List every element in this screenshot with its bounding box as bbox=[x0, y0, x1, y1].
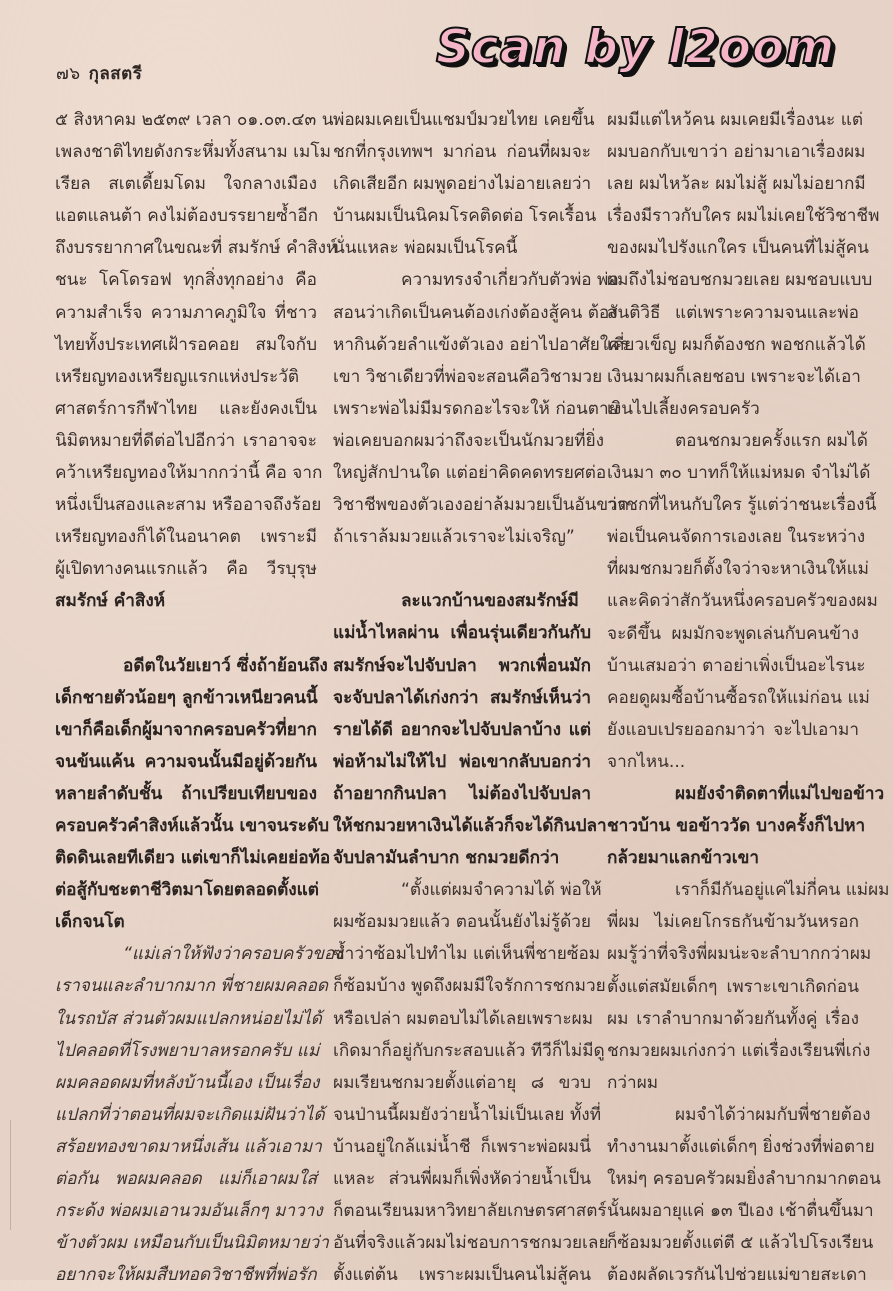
text-line: จนป่านนี้ผมยังว่ายน้ำไม่เป็นเลย ทั้งที่ bbox=[333, 1104, 602, 1125]
article-column-1 bbox=[55, 104, 343, 1291]
text-line: ๕ สิงหาคม ๒๕๓๙ เวลา ๐๑.๐๓.๔๓ น. bbox=[55, 110, 339, 130]
text-line: ตั้งแต่สมัยเด็กๆ เพราะเขาเกิดก่อน bbox=[607, 976, 859, 997]
text-line: ก็ซ้อมมวยตั้งแต่ตี ๕ แล้วไปโรงเรียน bbox=[607, 1233, 874, 1254]
text-line: ผู้เปิดทางคนแรกแล้ว คือ วีรบุรุษ bbox=[55, 559, 317, 580]
text-line: เงินมา ๓๐ บาทก็ให้แม่หมด จำไม่ได้ bbox=[607, 463, 871, 484]
text-line: จับปลามันลำบาก ชกมวยดีกว่า bbox=[333, 848, 560, 869]
text-line: เกิดมาก็อยู่กับกระสอบแล้ว ทีวีก็ไม่มีดู bbox=[333, 1040, 605, 1061]
text-line: บ้านผมเป็นนิคมโรคติดต่อ โรคเรื้อน bbox=[333, 206, 597, 227]
text-line: จะจับปลาได้เก่งกว่า สมรักษ์เห็นว่า bbox=[333, 687, 591, 708]
text-line: ผม เราลำบากมาด้วยกันทั้งคู่ เรื่อง bbox=[607, 1008, 859, 1029]
text-line: แม่น้ำไหลผ่าน เพื่อนรุ่นเดียวกันกับ bbox=[333, 623, 591, 644]
text-line: จนข้นแค้น ความจนนั้นมีอยู่ด้วยกัน bbox=[55, 751, 317, 772]
paragraph-quote-training bbox=[333, 874, 609, 1291]
text-line: อยากจะให้ผมสืบทอดวิชาชีพที่พ่อรัก bbox=[55, 1265, 317, 1286]
text-line: ให้ชกมวยหาเงินได้แล้วก็จะได้กินปลา bbox=[333, 815, 607, 836]
paragraph-father-memory bbox=[333, 264, 629, 553]
paragraph-olympic-victory bbox=[55, 104, 339, 618]
text-line: เราจนและลำบากมาก พี่ชายผมคลอด bbox=[55, 976, 329, 997]
text-line: และคิดว่าสักวันหนึ่งครอบครัวของผม bbox=[607, 591, 878, 612]
text-line: ผมยังจำติดตาที่แม่ไปขอข้าว bbox=[675, 783, 885, 804]
text-line: ก็ซ้อมบ้าง พูดถึงผมมีใจรักการชกมวย bbox=[333, 976, 606, 997]
text-line: กว่าผม bbox=[607, 1072, 659, 1093]
text-line: ชกที่กรุงเทพฯ มาก่อน ก่อนที่ผมจะ bbox=[333, 142, 591, 163]
running-head bbox=[56, 60, 142, 87]
text-line: ผมรู้ว่าที่จริงพี่ผมน่ะจะลำบากกว่าผม bbox=[607, 944, 872, 965]
text-line: เด็กชายตัวน้อยๆ ลูกข้าวเหนียวคนนี้ bbox=[55, 687, 318, 708]
text-line: ไทยทั้งประเทศเฝ้ารอคอย สมใจกับ bbox=[55, 334, 317, 355]
text-line: ครอบครัวคำสิงห์แล้วนั้น เขาจนระดับ bbox=[55, 815, 330, 836]
text-line: นิมิตหมายที่ดีต่อไปอีกว่า เราอาจจะ bbox=[55, 430, 317, 451]
page-header bbox=[0, 0, 893, 100]
text-line: รายได้ดี อยากจะไปจับปลาบ้าง แต่ bbox=[333, 719, 591, 740]
paragraph-peaceful bbox=[607, 104, 880, 425]
text-line: จะดีขึ้น ผมมักจะพูดเล่นกับคนข้าง bbox=[607, 623, 859, 644]
text-line: เหรียญทองเหรียญแรกแห่งประวัติ bbox=[55, 366, 300, 387]
text-line: สร้อยทองขาดมาหนึ่งเส้น แล้วเอามา bbox=[55, 1136, 322, 1157]
text-line: “ตั้งแต่ผมจำความได้ พ่อให้ bbox=[401, 880, 602, 901]
text-line: แหละ ส่วนพี่ผมก็เพิ่งหัดว่ายน้ำเป็น bbox=[333, 1169, 591, 1189]
text-line: แปลกที่ว่าตอนที่ผมจะเกิดแม่ฝันว่าได้ bbox=[55, 1104, 325, 1125]
text-line: พ่อผมเคยเป็นแชมป์มวยไทย เคยขึ้น bbox=[333, 110, 595, 130]
text-line: นั่นแหละ พ่อผมเป็นโรคนี้ bbox=[333, 238, 518, 259]
paragraph-mother-rice bbox=[607, 778, 885, 874]
text-line: ใหญ่สักปานใด แต่อย่าคิดคดทรยศต่อ bbox=[333, 463, 607, 484]
page-number: ๗๖ bbox=[56, 64, 81, 84]
text-line: เพราะพ่อไม่มีมรดกอะไรจะให้ ก่อนตาย bbox=[333, 398, 619, 419]
text-line: พ่อเป็นคนจัดการเองเลย ในระหว่าง bbox=[607, 527, 866, 548]
text-line: วิชาชีพของตัวเองอย่าล้มมวยเป็นอันขาด bbox=[333, 495, 629, 516]
text-line: ศาสตร์การกีฬาไทย และยังคงเป็น bbox=[55, 398, 317, 419]
text-line: บ้านอยู่ใกล้แม่น้ำชี ก็เพราะพ่อผมนี่ bbox=[333, 1136, 591, 1157]
text-line: เพลงชาติไทยดังกระหึ่มทั้งสนาม เมโม bbox=[55, 142, 331, 163]
text-line: ต่อกัน พอผมคลอด แม่ก็เอาผมใส่ bbox=[55, 1169, 317, 1189]
scan-edge-mark bbox=[10, 1120, 11, 1230]
text-line: ผมถึงไม่ชอบชกมวยเลย ผมชอบแบบ bbox=[607, 270, 873, 291]
text-line: ต่อสู้กับชะตาชีวิตมาโดยตลอดตั้งแต่ bbox=[55, 880, 319, 901]
text-line: เลย ผมไหว้ละ ผมไม่สู้ ผมไม่อยากมี bbox=[607, 174, 866, 195]
paragraph-childhood-intro bbox=[55, 650, 331, 939]
text-line: เรียล สเตเดี้ยมโดม ใจกลางเมือง bbox=[55, 174, 317, 195]
paragraph-working-young bbox=[607, 1099, 881, 1291]
text-line: ซ้ำว่าซ้อมไปทำไม แต่เห็นพี่ชายซ้อม bbox=[333, 944, 601, 965]
text-line: สันติวิธี แต่เพราะความจนและพ่อ bbox=[607, 302, 859, 323]
text-line: เกิดเสียอีก ผมพูดอย่างไม่อายเลยว่า bbox=[333, 174, 592, 195]
text-line: คอยดูผมซื้อบ้านซื้อรถให้แม่ก่อน แม่ bbox=[607, 687, 870, 708]
scan-watermark: Scan by l2oom bbox=[436, 20, 836, 75]
text-line: นั้นผมอายุแค่ ๑๓ ปีเอง เช้าตื่นขึ้นมา bbox=[607, 1201, 874, 1222]
text-line: หนึ่งเป็นสองและสาม หรืออาจถึงร้อย bbox=[55, 495, 322, 516]
paragraph-siblings bbox=[607, 874, 890, 1099]
paragraph-gap bbox=[333, 553, 591, 585]
text-line: ทำงานมาตั้งแต่เด็กๆ ยิ่งช่วงที่พ่อตาย bbox=[607, 1137, 875, 1157]
text-line: ชาวบ้าน ขอข้าววัด บางครั้งก็ไปหา bbox=[607, 816, 866, 837]
text-line: เรื่องมีราวกับใคร ผมไม่เคยใช้วิชาชีพ bbox=[607, 206, 880, 227]
paragraph-father-champion bbox=[333, 104, 597, 264]
text-line: ผมเรียนชกมวยตั้งแต่อายุ ๘ ขวบ bbox=[333, 1072, 591, 1093]
paragraph-gap bbox=[55, 618, 317, 650]
text-line: พี่ผม ไม่เคยโกรธกันข้ามวันหรอก bbox=[607, 912, 859, 933]
text-line: จากไหน... bbox=[607, 751, 686, 772]
text-line: ว่าชกที่ไหนกับใคร รู้แต่ว่าชนะเรื่องนี้ bbox=[607, 495, 877, 516]
text-line: ผมซ้อมมวยแล้ว ตอนนั้นยังไม่รู้ด้วย bbox=[333, 912, 591, 933]
text-line: เงินมาผมก็เลยชอบ เพราะจะได้เอา bbox=[607, 366, 861, 387]
text-line: ข้างตัวผม เหมือนกับเป็นนิมิตหมายว่า bbox=[55, 1233, 329, 1254]
text-line: ไปคลอดที่โรงพยาบาลหรอกครับ แม่ bbox=[55, 1040, 320, 1061]
text-line: อันที่จริงแล้วผมไม่ชอบการชกมวยเลย bbox=[333, 1233, 609, 1254]
text-line: “แม่เล่าให้ฟังว่าครอบครัวของ bbox=[123, 944, 343, 965]
text-line: คว้าเหรียญทองให้มากกว่านี้ คือ จาก bbox=[55, 463, 323, 484]
magazine-name: กุลสตรี bbox=[88, 64, 143, 84]
text-line: เด็กจนโต bbox=[55, 912, 125, 933]
text-line: กระด้ง พ่อผมเอานวมอันเล็กๆ มาวาง bbox=[55, 1201, 323, 1222]
text-line: ตั้งแต่ต้น เพราะผมเป็นคนไม่สู้คน bbox=[333, 1265, 591, 1286]
text-line: ต้องผลัดเวรกันไปช่วยแม่ขายสะเดา bbox=[607, 1265, 867, 1286]
text-line: ในรถบัส ส่วนตัวผมแปลกหน่อยไม่ได้ bbox=[55, 1008, 322, 1029]
text-line: สมรักษ์จะไปจับปลา พวกเพื่อนมัก bbox=[333, 655, 591, 676]
text-line: อดีตในวัยเยาว์ ซึ่งถ้าย้อนถึง bbox=[123, 655, 328, 676]
text-line: ถึงบรรยากาศในขณะที่ สมรักษ์ คำสิงห์ bbox=[55, 238, 338, 259]
text-line: ความทรงจำเกี่ยวกับตัวพ่อ พ่อ bbox=[401, 270, 619, 291]
text-line: ของผมไปรังแกใคร เป็นคนที่ไม่สู้คน bbox=[607, 238, 869, 259]
text-line: บ้านเสมอว่า ตาอย่าเพิ่งเป็นอะไรนะ bbox=[607, 655, 866, 676]
paragraph-fishing bbox=[333, 585, 607, 874]
text-line: ผมบอกกับเขาว่า อย่ามาเอาเรื่องผม bbox=[607, 142, 866, 163]
text-line: ผมมีแต่ไหว้คน ผมเคยมีเรื่องนะ แต่ bbox=[607, 110, 863, 130]
text-line: ชนะ โคโดรอฟ ทุกสิ่งทุกอย่าง คือ bbox=[55, 270, 317, 291]
text-line: เราก็มีกันอยู่แค่ไม่กี่คน แม่ผม bbox=[675, 880, 890, 901]
text-line: สอนว่าเกิดเป็นคนต้องเก่งต้องสู้คน ต้อง bbox=[333, 302, 618, 323]
text-line: ตอนชกมวยครั้งแรก ผมได้ bbox=[675, 430, 868, 451]
text-line: เคี่ยวเข็ญ ผมก็ต้องชก พอชกแล้วได้ bbox=[607, 334, 866, 355]
text-line: หากินด้วยลำแข้งตัวเอง อย่าไปอาศัยใคร bbox=[333, 334, 629, 355]
text-line: ติดดินเลยทีเดียว แต่เขาก็ไม่เคยย่อท้อ bbox=[55, 848, 331, 869]
text-line: ถ้าอยากกินปลา ไม่ต้องไปจับปลา bbox=[333, 783, 591, 804]
paragraph-first-fight bbox=[607, 425, 878, 778]
text-line: ชกมวยผมเก่งกว่า แต่เรื่องเรียนพี่เก่ง bbox=[607, 1040, 871, 1061]
article-column-2 bbox=[333, 104, 629, 1291]
text-line: ผมคลอดผมที่หลังบ้านนี้เอง เป็นเรื่อง bbox=[55, 1072, 320, 1093]
text-line: หลายลำดับชั้น ถ้าเปรียบเทียบของ bbox=[55, 783, 317, 804]
text-line: เหรียญทองก็ได้ในอนาคต เพราะมี bbox=[55, 527, 317, 548]
text-line: พ่อห้ามไม่ให้ไป พ่อเขากลับบอกว่า bbox=[333, 751, 591, 772]
text-line: หรือเปล่า ผมตอบไม่ได้เลยเพราะผม bbox=[333, 1008, 594, 1029]
text-line: ใหม่ๆ ครอบครัวผมยิ่งลำบากมากตอน bbox=[607, 1169, 881, 1190]
text-line: ที่ผมชกมวยก็ตั้งใจว่าจะหาเงินให้แม่ bbox=[607, 559, 870, 580]
text-line: ละแวกบ้านของสมรักษ์มี bbox=[401, 591, 579, 612]
text-line: ผมจำได้ว่าผมกับพี่ชายต้อง bbox=[675, 1104, 871, 1125]
text-line: เขา วิชาเดียวที่พ่อจะสอนคือวิชามวย bbox=[333, 366, 603, 387]
text-line: ก็ตอนเรียนมหาวิทยาลัยเกษตรศาสตร์ bbox=[333, 1201, 607, 1222]
text-line: แอตแลนต้า คงไม่ต้องบรรยายซ้ำอีก bbox=[55, 206, 319, 227]
text-line: เงินไปเลี้ยงครอบครัว bbox=[607, 398, 760, 419]
text-line: เขาก็คือเด็กผู้มาจากครอบครัวที่ยาก bbox=[55, 719, 317, 740]
article-column-3 bbox=[607, 104, 890, 1291]
text-line-hero-name: สมรักษ์ คำสิงห์ bbox=[55, 591, 166, 612]
text-line: กล้วยมาแลกข้าวเขา bbox=[607, 848, 759, 869]
text-line: พ่อเคยบอกผมว่าถึงจะเป็นนักมวยที่ยิ่ง bbox=[333, 430, 605, 451]
text-line: ความสำเร็จ ความภาคภูมิใจ ที่ชาว bbox=[55, 302, 317, 323]
text-line: ยังแอบเปรยออกมาว่า จะไปเอามา bbox=[607, 719, 859, 740]
paragraph-quote-birth bbox=[55, 938, 343, 1291]
text-line: ถ้าเราล้มมวยแล้วเราจะไม่เจริญ” bbox=[333, 527, 575, 548]
